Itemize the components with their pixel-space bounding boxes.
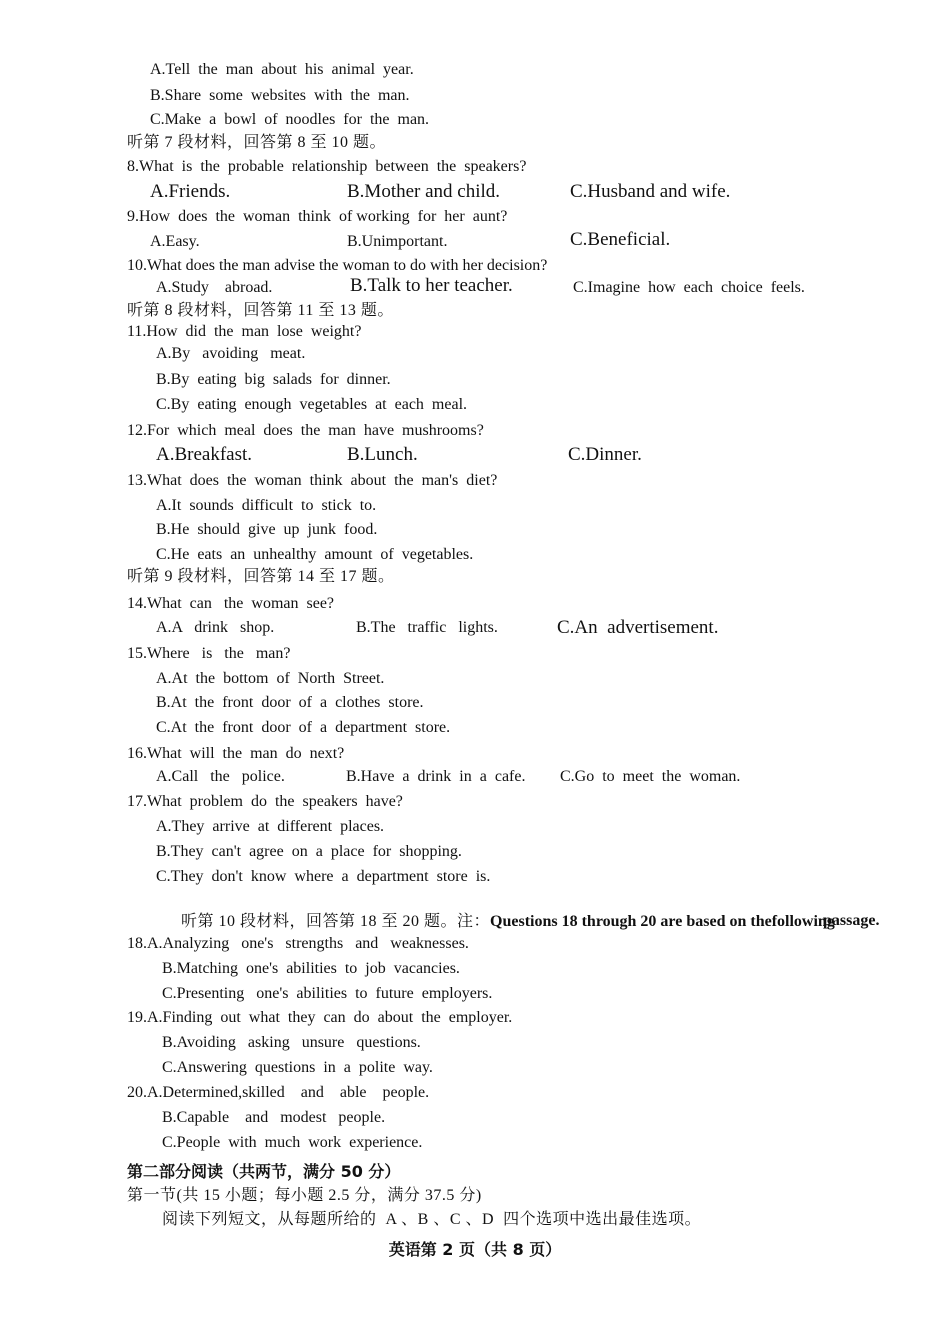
q13-option-c: C.He eats an unhealthy amount of vegetables.: [156, 546, 474, 563]
q20-option-a: 20.A.Determined,skilled and able people.: [127, 1084, 430, 1101]
part-2-title: 第二部分阅读（共两节，满分 50 分）: [127, 1162, 401, 1181]
section-10-cn: 听第 10 段材料，回答第 18 至 20 题。注：: [181, 913, 491, 930]
part-2-section-1: 第一节(共 15 小题；每小题 2.5 分，满分 37.5 分): [127, 1187, 482, 1204]
q10-option-b: B.Talk to her teacher.: [350, 275, 513, 296]
q12-option-a: A.Breakfast.: [156, 444, 253, 465]
q15-option-c: C.At the front door of a department store.: [156, 719, 451, 736]
q8-option-c: C.Husband and wife.: [570, 181, 731, 202]
q19-option-b: B.Avoiding asking unsure questions.: [162, 1034, 421, 1051]
q8-option-a: A.Friends.: [150, 181, 231, 202]
q16-option-b: B.Have a drink in a cafe.: [346, 768, 526, 785]
q14-stem: 14.What can the woman see?: [127, 595, 335, 612]
q10-option-a: A.Study abroad.: [156, 279, 273, 296]
section-10-note: Questions 18 through 20 are based on thefollowing: [490, 913, 835, 930]
q9-option-c: C.Beneficial.: [570, 229, 671, 250]
q20-option-b: B.Capable and modest people.: [162, 1109, 386, 1126]
q20-option-c: C.People with much work experience.: [162, 1134, 423, 1151]
q12-option-c: C.Dinner.: [568, 444, 642, 465]
q13-stem: 13.What does the woman think about the man's diet?: [127, 472, 498, 489]
q9-option-b: B.Unimportant.: [347, 233, 448, 250]
q11-option-c: C.By eating enough vegetables at each meal.: [156, 396, 468, 413]
q9-stem: 9.How does the woman think of working for her aunt?: [127, 208, 508, 225]
section-10-note-continued: passage.: [823, 912, 880, 929]
section-7-heading: 听第 7 段材料，回答第 8 至 10 题。: [127, 134, 387, 151]
q11-option-b: B.By eating big salads for dinner.: [156, 371, 391, 388]
q14-option-b: B.The traffic lights.: [356, 619, 498, 636]
q7-option-c: C.Make a bowl of noodles for the man.: [150, 111, 430, 128]
q8-stem: 8.What is the probable relationship between the speakers?: [127, 158, 527, 175]
part-2-instruction: 阅读下列短文，从每题所给的 A 、B 、C 、D 四个选项中选出最佳选项。: [162, 1211, 702, 1228]
q17-stem: 17.What problem do the speakers have?: [127, 793, 403, 810]
q9-option-a: A.Easy.: [150, 233, 200, 250]
q8-option-b: B.Mother and child.: [347, 181, 501, 202]
q10-option-c: C.Imagine how each choice feels.: [573, 279, 805, 296]
q18-option-b: B.Matching one's abilities to job vacancies.: [162, 960, 460, 977]
q14-option-a: A.A drink shop.: [156, 619, 275, 636]
q15-stem: 15.Where is the man?: [127, 645, 291, 662]
section-8-heading: 听第 8 段材料，回答第 11 至 13 题。: [127, 302, 394, 319]
q13-option-a: A.It sounds difficult to stick to.: [156, 497, 377, 514]
q18-option-c: C.Presenting one's abilities to future employers.: [162, 985, 493, 1002]
section-10-heading: [173, 892, 835, 932]
q11-stem: 11.How did the man lose weight?: [127, 323, 362, 340]
q15-option-a: A.At the bottom of North Street.: [156, 670, 385, 687]
q17-option-b: B.They can't agree on a place for shopping.: [156, 843, 462, 860]
q10-stem: 10.What does the man advise the woman to do with her decision?: [127, 257, 548, 274]
q17-option-a: A.They arrive at different places.: [156, 818, 385, 835]
q12-stem: 12.For which meal does the man have mushrooms?: [127, 422, 484, 439]
q18-option-a: 18.A.Analyzing one's strengths and weaknesses.: [127, 935, 469, 952]
q7-option-a: A.Tell the man about his animal year.: [150, 61, 414, 78]
q13-option-b: B.He should give up junk food.: [156, 521, 378, 538]
q12-option-b: B.Lunch.: [347, 444, 418, 465]
q19-option-c: C.Answering questions in a polite way.: [162, 1059, 433, 1076]
q11-option-a: A.By avoiding meat.: [156, 345, 306, 362]
q16-stem: 16.What will the man do next?: [127, 745, 345, 762]
page-footer: 英语第 2 页（共 8 页）: [388, 1240, 562, 1259]
section-9-heading: 听第 9 段材料，回答第 14 至 17 题。: [127, 568, 395, 585]
q19-option-a: 19.A.Finding out what they can do about the employer.: [127, 1009, 513, 1026]
q16-option-c: C.Go to meet the woman.: [560, 768, 741, 785]
q7-option-b: B.Share some websites with the man.: [150, 87, 410, 104]
q14-option-c: C.An advertisement.: [557, 617, 719, 638]
q17-option-c: C.They don't know where a department store is.: [156, 868, 491, 885]
q16-option-a: A.Call the police.: [156, 768, 285, 785]
q15-option-b: B.At the front door of a clothes store.: [156, 694, 424, 711]
